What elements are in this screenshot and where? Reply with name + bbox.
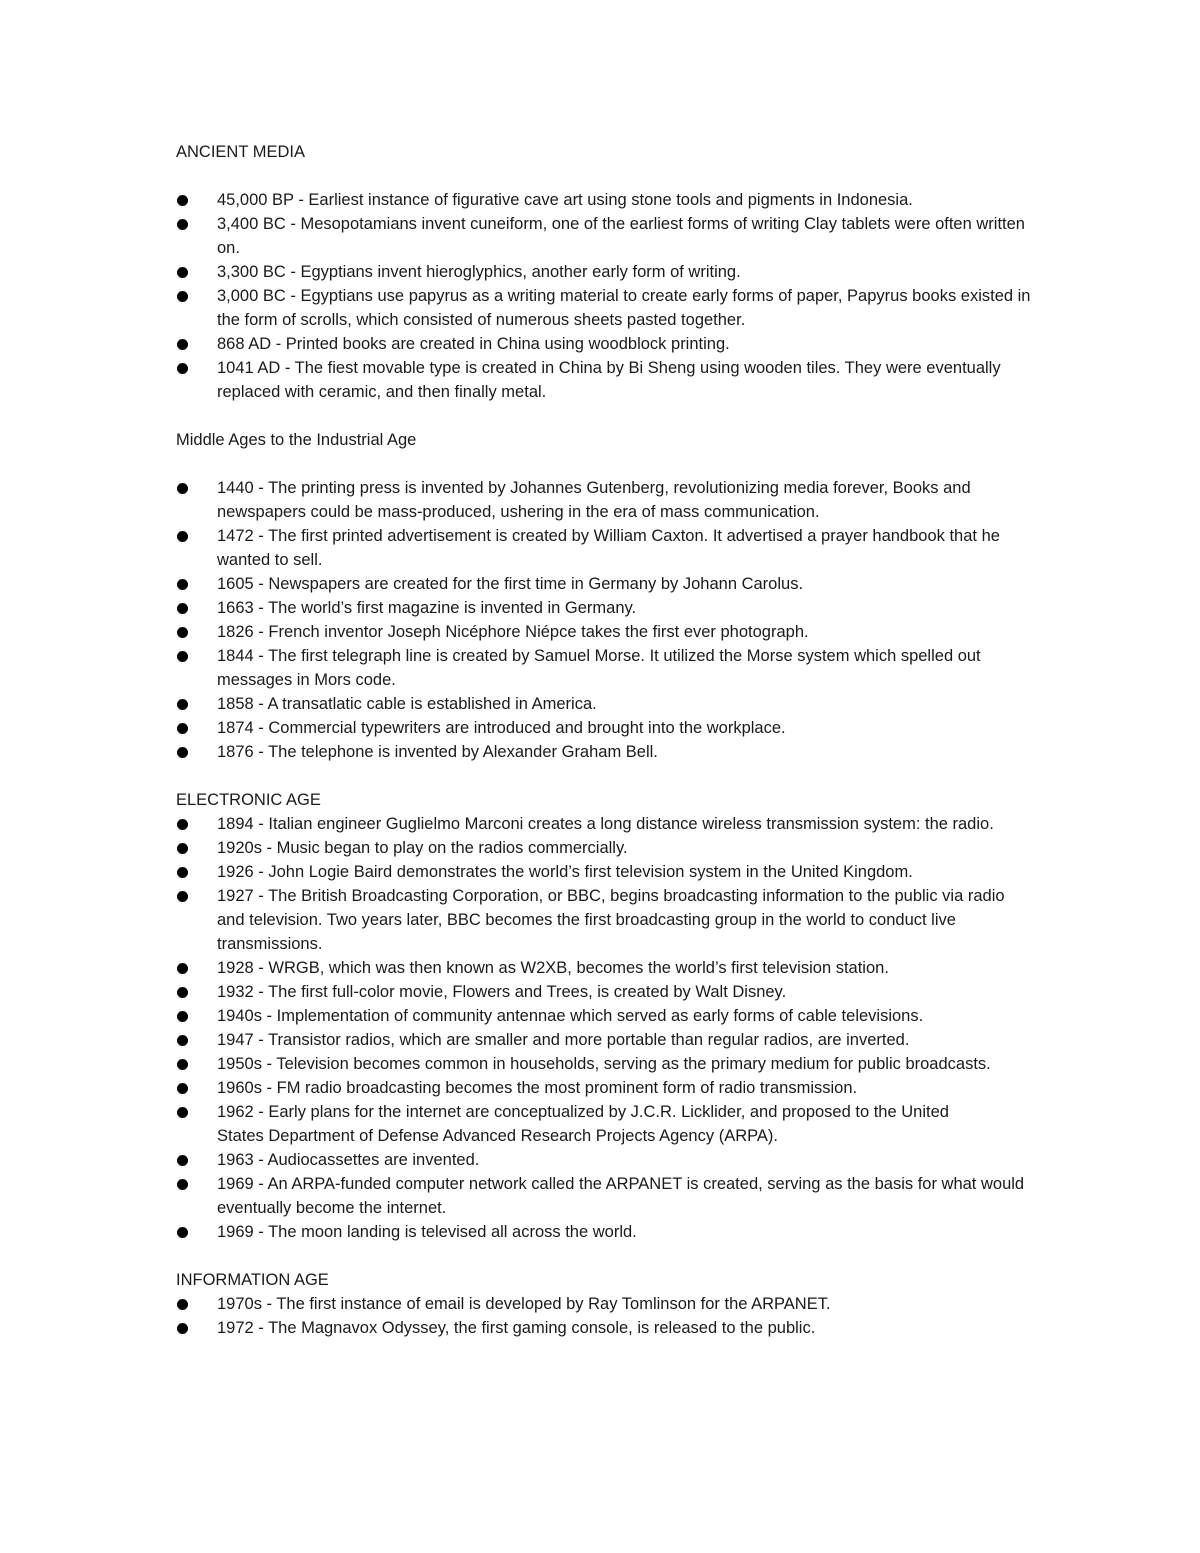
list-item <box>176 956 1036 980</box>
list-item <box>176 260 1036 284</box>
list-item-text: 1926 - John Logie Baird demonstrates the world’s first television system in the United Kingdom. <box>217 863 913 881</box>
list-item <box>176 860 1036 884</box>
list-item-text: 1963 - Audiocassettes are invented. <box>217 1151 480 1169</box>
list-item-text: 3,000 BC - Egyptians use papyrus as a writing material to create early forms of paper, Papyrus books existed in the form of scrolls, which consisted of numerous sheets pasted together. <box>217 287 1031 329</box>
list-item-text: 1874 - Commercial typewriters are introduced and brought into the workplace. <box>217 719 786 737</box>
bullet-icon <box>177 195 188 206</box>
list-item <box>176 692 1036 716</box>
list-item-text: 1932 - The first full-color movie, Flowers and Trees, is created by Walt Disney. <box>217 983 787 1001</box>
bullet-list <box>176 812 1036 1244</box>
list-item-text: 1928 - WRGB, which was then known as W2XB, becomes the world’s first television station. <box>217 959 889 977</box>
list-item <box>176 332 1036 356</box>
bullet-icon <box>177 963 188 974</box>
list-item-text: 1962 - Early plans for the internet are conceptualized by J.C.R. Licklider, and proposed to the United <box>217 1103 949 1121</box>
list-item <box>176 884 1036 956</box>
list-item-text: 1605 - Newspapers are created for the first time in Germany by Johann Carolus. <box>217 575 804 593</box>
list-item-text: 1972 - The Magnavox Odyssey, the first gaming console, is released to the public. <box>217 1319 816 1337</box>
list-item-text: 1440 - The printing press is invented by Johannes Gutenberg, revolutionizing media forever, Books and newspapers could be mass-produced, ushering in the era of mass communication. <box>217 479 971 521</box>
section-heading: ELECTRONIC AGE <box>176 791 321 809</box>
list-item-text: 1472 - The first printed advertisement is created by William Caxton. It advertised a prayer handbook that he wanted to sell. <box>217 527 1000 569</box>
list-item-text: 1947 - Transistor radios, which are smaller and more portable than regular radios, are inverted. <box>217 1031 910 1049</box>
bullet-icon <box>177 651 188 662</box>
list-item <box>176 1028 1036 1052</box>
list-item <box>176 1316 1036 1340</box>
bullet-icon <box>177 1011 188 1022</box>
section-heading: INFORMATION AGE <box>176 1271 329 1289</box>
bullet-icon <box>177 1179 188 1190</box>
list-item <box>176 740 1036 764</box>
list-item-text: 1826 - French inventor Joseph Nicéphore Niépce takes the first ever photograph. <box>217 623 809 641</box>
bullet-icon <box>177 1059 188 1070</box>
list-item <box>176 572 1036 596</box>
list-item-continuation <box>176 1124 1036 1148</box>
list-item-text: 45,000 BP - Earliest instance of figurative cave art using stone tools and pigments in Indonesia. <box>217 191 913 209</box>
bullet-icon <box>177 1083 188 1094</box>
bullet-icon <box>177 867 188 878</box>
list-item-text: 1844 - The first telegraph line is created by Samuel Morse. It utilized the Morse system which spelled out messages in Mors code. <box>217 647 981 689</box>
list-item <box>176 1292 1036 1316</box>
bullet-icon <box>177 1155 188 1166</box>
bullet-icon <box>177 603 188 614</box>
document-body <box>176 140 1036 1340</box>
list-item-text: 1969 - An ARPA-funded computer network called the ARPANET is created, serving as the basis for what would eventually become the internet. <box>217 1175 1025 1217</box>
section-heading: Middle Ages to the Industrial Age <box>176 431 417 449</box>
list-item <box>176 212 1036 260</box>
list-item <box>176 812 1036 836</box>
bullet-icon <box>177 1035 188 1046</box>
bullet-icon <box>177 1323 188 1334</box>
list-item-text: 1940s - Implementation of community antennae which served as early forms of cable televisions. <box>217 1007 924 1025</box>
list-item <box>176 716 1036 740</box>
list-item-text: 1950s - Television becomes common in households, serving as the primary medium for public broadcasts. <box>217 1055 991 1073</box>
bullet-list <box>176 476 1036 764</box>
list-item <box>176 188 1036 212</box>
list-item-text: 1920s - Music began to play on the radios commercially. <box>217 839 628 857</box>
bullet-icon <box>177 627 188 638</box>
bullet-list <box>176 188 1036 404</box>
list-item-text: 1969 - The moon landing is televised all across the world. <box>217 1223 637 1241</box>
list-item <box>176 596 1036 620</box>
list-item <box>176 980 1036 1004</box>
bullet-icon <box>177 723 188 734</box>
list-item <box>176 836 1036 860</box>
bullet-icon <box>177 579 188 590</box>
section-electronic-age <box>176 788 1036 1244</box>
list-item-text: 1041 AD - The fiest movable type is created in China by Bi Sheng using wooden tiles. They were eventually replaced with ceramic, and then finally metal. <box>217 359 1001 401</box>
list-item <box>176 1100 1036 1124</box>
list-item-text: 1876 - The telephone is invented by Alexander Graham Bell. <box>217 743 658 761</box>
list-item-text: States Department of Defense Advanced Research Projects Agency (ARPA). <box>217 1127 778 1145</box>
list-item-text: 3,400 BC - Mesopotamians invent cuneiform, one of the earliest forms of writing Clay tablets were often written on. <box>217 215 1025 257</box>
bullet-icon <box>177 267 188 278</box>
bullet-icon <box>177 483 188 494</box>
bullet-icon <box>177 1107 188 1118</box>
list-item-text: 1858 - A transatlatic cable is established in America. <box>217 695 597 713</box>
bullet-icon <box>177 1227 188 1238</box>
section-middle-ages <box>176 428 1036 764</box>
list-item <box>176 1004 1036 1028</box>
bullet-icon <box>177 699 188 710</box>
list-item <box>176 1076 1036 1100</box>
list-item <box>176 356 1036 404</box>
list-item <box>176 1148 1036 1172</box>
list-item-text: 3,300 BC - Egyptians invent hieroglyphics, another early form of writing. <box>217 263 741 281</box>
list-item <box>176 644 1036 692</box>
bullet-icon <box>177 291 188 302</box>
bullet-icon <box>177 219 188 230</box>
list-item-text: 1960s - FM radio broadcasting becomes the most prominent form of radio transmission. <box>217 1079 858 1097</box>
list-item <box>176 620 1036 644</box>
bullet-icon <box>177 843 188 854</box>
list-item <box>176 476 1036 524</box>
bullet-icon <box>177 1299 188 1310</box>
list-item-text: 1894 - Italian engineer Guglielmo Marconi creates a long distance wireless transmission system: the radio. <box>217 815 994 833</box>
list-item-text: 868 AD - Printed books are created in China using woodblock printing. <box>217 335 730 353</box>
bullet-list <box>176 1292 1036 1340</box>
list-item <box>176 1052 1036 1076</box>
section-information-age <box>176 1268 1036 1340</box>
bullet-icon <box>177 531 188 542</box>
list-item-text: 1663 - The world’s first magazine is invented in Germany. <box>217 599 637 617</box>
list-item-text: 1927 - The British Broadcasting Corporation, or BBC, begins broadcasting information to the public via radio and television. Two years later, BBC becomes the first broadcasting group in the world to conduct live transmissions. <box>217 887 1005 953</box>
bullet-icon <box>177 363 188 374</box>
list-item <box>176 524 1036 572</box>
section-ancient-media <box>176 140 1036 404</box>
section-heading: ANCIENT MEDIA <box>176 143 305 161</box>
bullet-icon <box>177 339 188 350</box>
list-item <box>176 1172 1036 1220</box>
bullet-icon <box>177 747 188 758</box>
bullet-icon <box>177 891 188 902</box>
bullet-icon <box>177 819 188 830</box>
list-item <box>176 284 1036 332</box>
list-item-text: 1970s - The first instance of email is developed by Ray Tomlinson for the ARPANET. <box>217 1295 831 1313</box>
bullet-icon <box>177 987 188 998</box>
list-item <box>176 1220 1036 1244</box>
